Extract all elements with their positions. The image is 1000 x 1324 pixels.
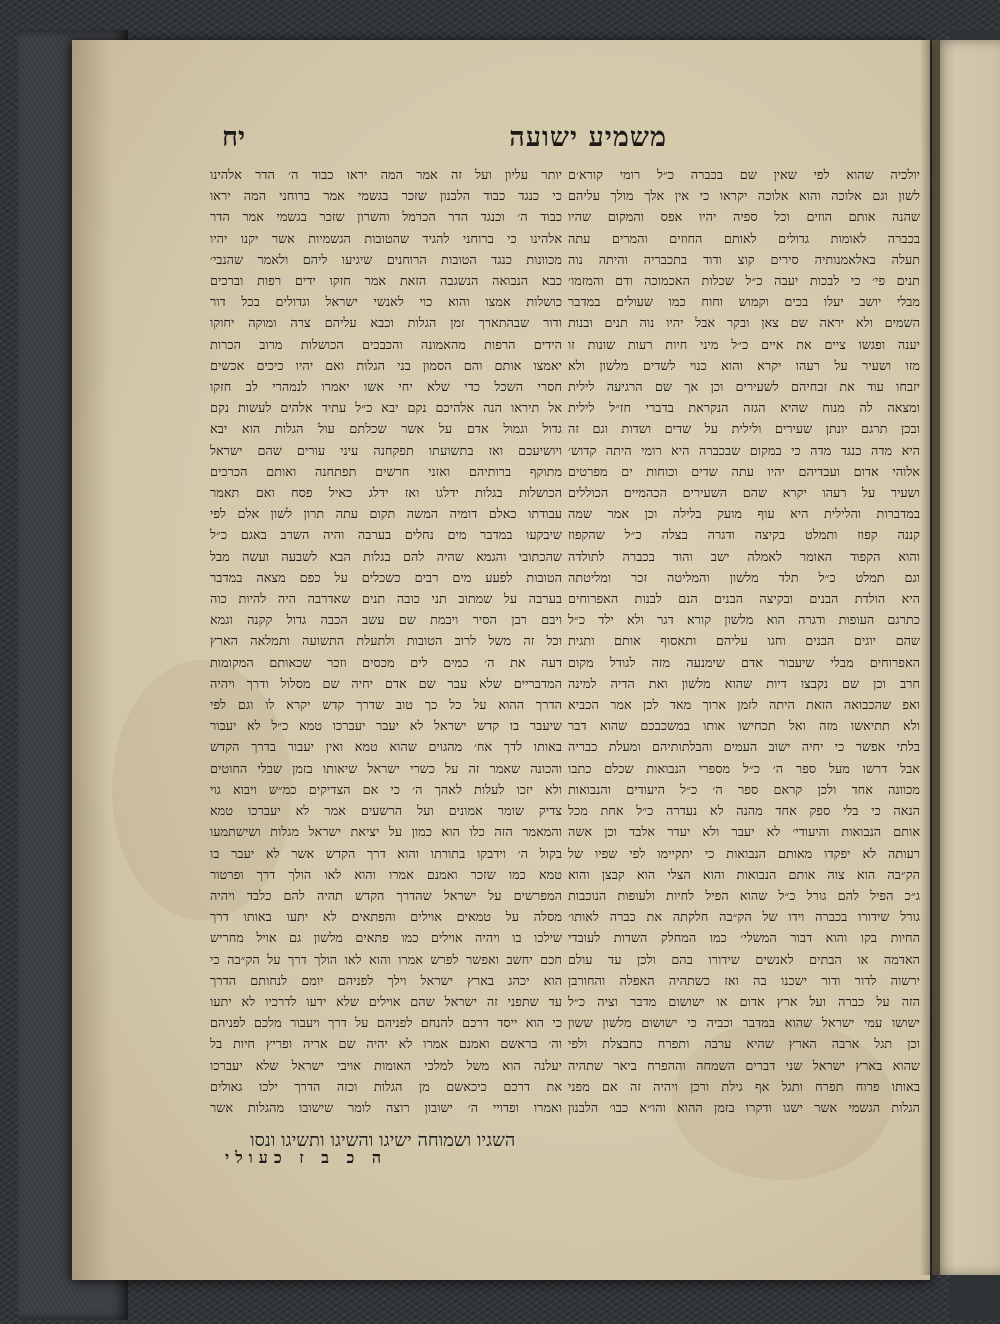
text-line: כבוד ה׳ וכנגד הדר הכרמל והשרון שזכר בגשמי אמר הדר: [210, 210, 562, 226]
text-line: ולא תתיאשו מזה ואל תכחישו אותו במשכבכם שהוא דבר: [568, 719, 920, 735]
text-line: גדול וגמול אדם על אשר שכלתם עול הגלות הוא יבא: [210, 422, 562, 438]
text-line: שהכתובי והגמא שהיה להם בגלות הבא לשבעה ועשה מבל: [210, 549, 562, 565]
text-line: ואפ שהכבואה הזאת היתה לזמן ארוך מאד לכן אמר הכביא: [568, 698, 920, 714]
text-line: ירשוה לדור ודור ישכנו בה ואז כשתהיה האפלה והחורבן: [568, 973, 920, 989]
running-header: [222, 122, 667, 162]
text-line: הק״בה הוא צוה אותם הנבואות והוא הצלי הוא קבצן והוא: [568, 867, 920, 883]
text-line: מזו ושעיר על רעהו יקרא והוא כנוי לשדים מלשון ולא: [568, 358, 920, 374]
text-line: את דרכם כיכאשם מן הגלות וכזה הדרך ילכו גאולים: [210, 1079, 562, 1095]
text-line: שיבקעו במדבר מים נחלים בערבה והיה השרב באגם כ״ל: [210, 528, 562, 544]
text-line: והוא הקפוד האומר לאמלה ישב והוד בכברה לתולדה: [568, 549, 920, 565]
text-line: ובכן תרגם יונתן שעירים ולילית על שדים ושדות וגם זה: [568, 422, 920, 438]
text-line: מתוקף ברותיהם ואזני חרשים תפתחנה ואותם הכרכים: [210, 464, 562, 480]
text-line: האדמה או הבתים לאנשים שידורו בהם ולכן עד עולם: [568, 952, 920, 968]
text-line: כושלות אמצו והוא כוי לאנשי ישראל וגדולים בכל דור: [210, 295, 562, 311]
text-line: יולכיה שהוא לפי שאין שם בכברה כ״ל רומי קורא׳ם: [568, 168, 920, 183]
text-line: חסרי השכל כדי שלא יחי אשו יאמרו לנמהרי לב חזקו: [210, 380, 562, 396]
text-line: שיעבר בו קדש ישראל לא יעבר יעברכו טמא כ״ל לא יעבור: [210, 719, 562, 735]
text-line: הנאה כי בלי ספק אחד מהנה לא נעדרה כ״ל אחת מכל: [568, 804, 920, 820]
text-line: אלהינו כי ברוחני להגיד שהטובות הגשמיות אשר יקנו יהיו: [210, 231, 562, 247]
text-line: ויבם רבן הסיר ויבמת שם עשב הכבה גדול קקנה וגמא: [210, 613, 562, 629]
text-line: דעה את ה׳ כמים לים מכסים וזכר שכאותם המקומות: [210, 655, 562, 671]
text-line: הידים הרפות מהאמונה והכבכים הכושלות מרוב הכרות: [210, 337, 562, 353]
text-line: לשון וגם אלוכה והוא אלוכה יקראו כי אין אלך מולך עליהם: [568, 189, 920, 205]
text-line: השמים ולא יראה שם צאן ובקר אבל יהיו נוה תנים ובנות: [568, 316, 920, 332]
text-line: ויושיעכם ואז בתשועתו תפקחנה עיני עורים שהם ישראל: [210, 443, 562, 459]
text-line: החיות בקו והוא דבור המשלי׳ כמו המחלק השדות לעובדי: [568, 931, 920, 947]
text-line: הוא יכהג בארץ ישראל וילך לפניהם יומם לנחותם הדרך: [210, 973, 562, 989]
text-line: הכושלות בגלות ידלגו ואז ידלג כאיל פסח ואם תאמר: [210, 486, 562, 502]
text-line: היא מדה כנגד מדה כי במקום שבכברה היא רומי היתה קדוש׳: [568, 443, 920, 459]
text-line: שהנה אותם הוזים וכל ספיה יהיו אפס והמקום שהיו: [568, 210, 920, 226]
text-line: קננה קפוז ותמלט בקיצה ודגרה בצלה כ״ל שהקפוז: [568, 528, 920, 544]
text-line: יענה ופגשו ציים את איים כ״ל מיני חיות רעות שונות זו: [568, 337, 920, 353]
text-line: כי הוא ייסד דרכם להנחם לפניהם על דרך ויעבור מלכם לפניהם: [210, 1016, 562, 1032]
signature-mark: ה כ ב ז כעולי: [225, 1148, 388, 1167]
text-line: כתרגם העופות ודגרה הוא מלשון קורא דגר ולא ילד כ״ל: [568, 613, 920, 629]
text-line: המפרשים על ישראל שהדרך הקדש תהיה להם כלבד ויהיה: [210, 888, 562, 904]
text-line: באותו פרוח תפרח ותגל אף גילת ורכן ויהיה זה אם מפני: [568, 1079, 920, 1095]
text-line: אלוהי אדום ועבדיהם יהיו עתה שדים וכוחות ים מפרטים: [568, 464, 920, 480]
text-line: ומצאה לה מנוח שהיא הגזה הנקראת בדברי חז״ל לילית: [568, 401, 920, 417]
text-line: והמאמר הזה כלו הוא כמון על יציאת ישראל מגלות ושישתמעו: [210, 825, 562, 841]
text-line: וה׳ בראשם ואמנם אמרו לא יהיה שם אריה ופריץ חיות בל: [210, 1037, 562, 1053]
text-line: בערבה על שמתוב תני כובה תנים שאדרבה היה להיות כוה: [210, 592, 562, 608]
text-line: ודור שבהתארך זמן הגלות וכבא עליהם צרה ומוקה יחוקו: [210, 316, 562, 332]
text-line: וכל זה משל לרוב הטובות ולתעלת התשועה ותמלאה הארץ: [210, 634, 562, 650]
text-line: הדרך ההוא על כל כך טוב שדרך קדש יקרא לו וגם לפי: [210, 698, 562, 714]
text-line: כי כנגד כבוד הלבנון שזכר בגשמי אמר ברוחני המה יראו: [210, 189, 562, 205]
page-gutter-shadow: [72, 40, 112, 1280]
text-line: רעותה לא יפקדו מאותם הנבואות כי יתקיימו לפי שפיו של: [568, 846, 920, 862]
text-line: וכן תגל ארבה הארץ שהיא ערבה ותפרח כחבצלת ולפי: [568, 1037, 920, 1053]
text-line: בלתי אפשר כי יחיה ישוב העמים והבלתותיהם ומעלת כבריה: [568, 740, 920, 756]
text-line: האפרוחים מבלי שיעבור אדם שימנעה מזה לגודל מקום: [568, 655, 920, 671]
folio-number: יח: [222, 122, 246, 153]
text-line: ושעיר על רעהו יקרא שהם השעירים הכהמיים הכוללים: [568, 486, 920, 502]
text-line: והכונה שאמר זה על כשרי ישראל שיאותו בזמן שבלי החוטים: [210, 761, 562, 777]
text-line: מכוונות כנגד הטובות הרוחנים שיגיעו ליהם ולאמר שהנבי׳: [210, 252, 562, 268]
text-line: [210, 1119, 562, 1120]
text-line: יזבחו עוד את זבחיהם לשעירים וכן אך שם הרגיעה לילית: [568, 380, 920, 396]
text-column-left: [210, 165, 562, 1120]
text-line: צדיק שומר אמונים ועל הרשעים אמר לא יעברכו טמא: [210, 804, 562, 820]
text-line: בכברה לאומות גדולים לאותם החוזים והמרים עתה: [568, 231, 920, 247]
text-line: במדברות והלילית היא עוף מועק בלילה וכן אמר שמה: [568, 507, 920, 523]
text-line: ג״כ הפיל להם גורל כ״ל שהוא הפיל לחיות ולעופות הנוכבות: [568, 888, 920, 904]
text-line: מסלה על טמאים אוילים והפתאים לא יתעו באותו דרך: [210, 910, 562, 926]
spine-shadow: [920, 40, 940, 1275]
text-line: אותם הנבואות והיעודי׳ לא יעבר ולא יעדר אלבד וכן אשה: [568, 825, 920, 841]
text-line: יעלנה הוא משל למלכי האומות אויבי ישראל שלא יעברכו: [210, 1058, 562, 1074]
text-line: שהוא בארץ ישראל שני דברים השמחה וההפרח ביאר שתהיה: [568, 1058, 920, 1074]
text-line: שהם יוגים הבנים וחגו עליהם ותאסוף אותם ותגית: [568, 634, 920, 650]
text-line: כבא הנבואה הנשגבה הזאת אמר חזקו ידים רפות וברכים: [210, 274, 562, 290]
text-line: טמא כמו שזכר ואמנם אמרו והוא לאו הולך דרך ופרטור: [210, 867, 562, 883]
text-line: חכם יחשב ואפשר לפרש אמרו והוא לאו הולך דרך על הק״בה כי: [210, 952, 562, 968]
text-line: ישושו עמי ישראל שהוא במדבר וכביה כי ישושום מלשון ששון: [568, 1016, 920, 1032]
text-line: ולא יזכו לעלות לאהך ה׳ כי אם הצדיקים כמ״ש ויבוא גוי: [210, 782, 562, 798]
text-line: חרב וכן שם נקבצו דיות שהוא מלשון ואת הדיה למינה: [568, 676, 920, 692]
running-title: משמיע ישועה: [509, 122, 667, 153]
text-line: באותו לדך אח׳ מהגוים שהוא טמא ואין יעבור בדרך הקדש: [210, 740, 562, 756]
text-line: הטובות לפעע מים רבים כשכלים על כפם מצאה במדבר: [210, 570, 562, 586]
text-line: יותר עליון ועל זה אמר המה יראו כבוד ה׳ הדר אלהינו: [210, 168, 562, 183]
text-line: אבל דרשו מעל ספר ה׳ כ״ל מספרי הנבואות שכלם כתבו: [568, 761, 920, 777]
catchword: השגיו ושמוחה ישיגו והשיגו ותשיגו ונסו: [250, 1130, 516, 1151]
text-line: תעלה באלאמנותיה סירים קוצ ודוד בתכבריה והיתה נוה: [568, 252, 920, 268]
text-line: אל תיראו הנה אלהיכם נקם יבא כ״ל עתיד אלהים לעשות נקם: [210, 401, 562, 417]
facing-page-edge: [932, 40, 1000, 1275]
text-line: עבודתו כאלם דומיה המשה תקום עתה תרון לשון אלם לפי: [210, 507, 562, 523]
text-line: היא הולדת הבנים ובקיצה הבנים הנם לבנות האפרוחים: [568, 592, 920, 608]
text-column-right: [568, 165, 920, 1120]
text-line: המדבריים שלא עבר שם אדם יחיה שם מסלול ודרך ויהיה: [210, 676, 562, 692]
text-line: בקול ה׳ וידבקו בתורתו והוא דרך הקדש אשר לא יעבר בו: [210, 846, 562, 862]
text-line: וגם תמלט כ״ל תלד מלשון והמליטה זכר ומליטתה: [568, 570, 920, 586]
text-line: שילכו בו ויהיה אוילים כמו פתאים מלשון גם אויל מחריש: [210, 931, 562, 947]
text-line: מבלי יושב יעלו בכים וקמוש וחוח כמו שעולים במדבר: [568, 295, 920, 311]
text-line: עד שתפני זה ישראל שהם אוילים שלא ידעו לדרכיו לא יתעו: [210, 994, 562, 1010]
text-line: הזה על כברה ועל ארץ אדום או ישושום מדבר וציה כ״ל: [568, 994, 920, 1010]
text-line: ואמרו ופדויי ה׳ ישובון רוצה לומר שישובו מהגלות אשר: [210, 1100, 562, 1116]
text-line: יאמצו אותם והם הסמון בני הגלות ואם יהיו כיכים אכשים: [210, 358, 562, 374]
text-line: מכוונה אחד ולכן קראם ספר ה׳ כ״ל היעודים והנבואות: [568, 782, 920, 798]
text-line: הגלות הגשמי אשר ישגו ודקרו בזמן ההוא והו״א כבו׳ הלבנון: [568, 1100, 920, 1116]
text-line: גורל שידורו בכברה וידו של הק״בה חלקתה את כברה לאותו׳: [568, 910, 920, 926]
text-line: תנים פי׳ כי לבכות יעבה כ״ל שכלות האכמוכה ודם והמזמו׳: [568, 274, 920, 290]
text-line: [568, 1119, 920, 1120]
